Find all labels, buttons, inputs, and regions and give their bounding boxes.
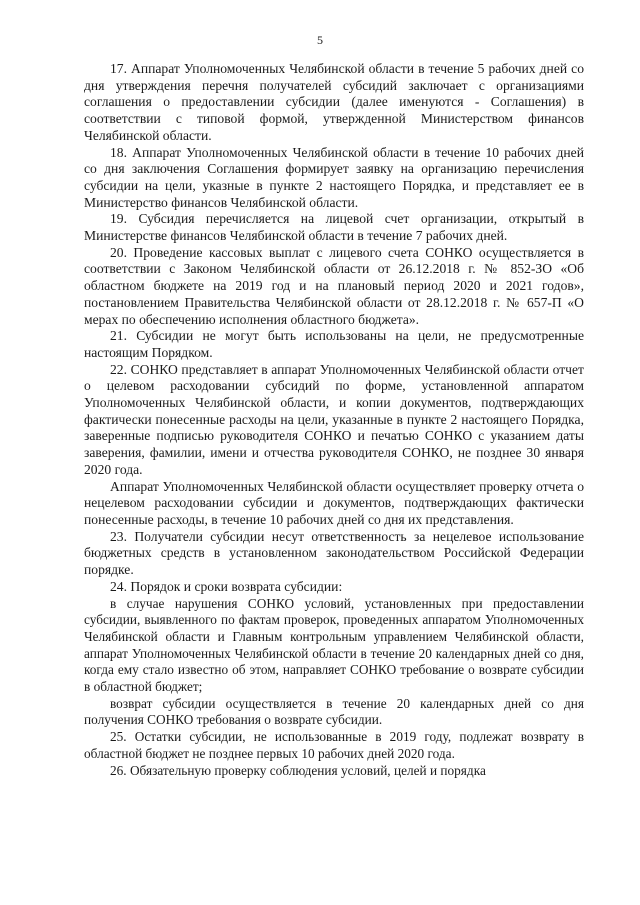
paragraph-21: 21. Субсидии не могут быть использованы на цели, не предусмотренные настоящим Порядком.	[84, 328, 584, 360]
paragraph-23: 23. Получатели субсидии несут ответственность за нецелевое использование бюджетных средств в установленном законодательством Российской Федерации порядке.	[84, 528, 584, 578]
paragraph-25: 25. Остатки субсидии, не использованные в 2019 году, подлежат возврату в областной бюджет не позднее первых 10 рабочих дней 2020 года.	[84, 729, 584, 761]
paragraph-24: 24. Порядок и сроки возврата субсидии:	[110, 578, 343, 594]
paragraph-19: 19. Субсидия перечисляется на лицевой счет организации, открытый в Министерстве финансов Челябинской области в течение 7 рабочих дней.	[84, 211, 584, 244]
paragraph-20: 20. Проведение кассовых выплат с лицевого счета СОНКО осуществляется в соответствии с Законом Челябинской области от 26.12.2018 г. № 852-ЗО «Об областном бюджете на 2019 год и на плановый период 2020 и 2021 годов», постановлением Правительства Челябинской области от 28.12.2018 г. № 657-П «О мерах по обеспечению исполнения областного бюджета».	[84, 244, 584, 327]
paragraph-24-return: возврат субсидии осуществляется в течение 20 календарных дней со дня получения СОНКО требования о возврате субсидии.	[84, 695, 584, 728]
document-body	[84, 61, 584, 779]
paragraph-18: 18. Аппарат Уполномоченных Челябинской области в течение 10 рабочих дней со дня заключения Соглашения формирует заявку на организацию перечисления субсидии на цели, указные в пункте 2 настоящего Порядка, и представляет ее в Министерство финансов Челябинской области.	[84, 144, 584, 210]
page-number: 5	[317, 33, 323, 47]
paragraph-26: 26. Обязательную проверку соблюдения условий, целей и порядка	[110, 762, 486, 778]
paragraph-22-verification: Аппарат Уполномоченных Челябинской области осуществляет проверку отчета о нецелевом расходовании субсидии и документов, подтверждающих фактически понесенные расходы, в течение 10 рабочих дней со дня их представления.	[84, 478, 584, 527]
paragraph-24-violation: в случае нарушения СОНКО условий, установленных при предоставлении субсидии, выявленного по фактам проверок, проведенных аппаратом Уполномоченных Челябинской области и Главным контрольным управлением Челябинской области, аппарат Уполномоченных Челябинской области в течение 20 календарных дней со дня, когда ему стало известно об этом, направляет СОНКО требование о возврате субсидии в областной бюджет;	[84, 595, 584, 695]
paragraph-22: 22. СОНКО представляет в аппарат Уполномоченных Челябинской области отчет о целевом расходовании субсидий по форме, установленной аппаратом Уполномоченных Челябинской области, и копии документов, подтверждающих фактически понесенные расходы на цели, указанные в пункте 2 настоящего Порядка, заверенные подписью руководителя СОНКО и печатью СОНКО с указанием даты заверения, фамилии, имени и отчества руководителя СОНКО, не позднее 30 января 2020 года.	[84, 361, 584, 477]
paragraph-17: 17. Аппарат Уполномоченных Челябинской области в течение 5 рабочих дней со дня утверждения перечня получателей субсидий заключает с организациями соглашения о предоставлении субсидии (далее именуются - Соглашения) в соответствии с типовой формой, утвержденной Министерством финансов Челябинской области.	[84, 61, 584, 143]
